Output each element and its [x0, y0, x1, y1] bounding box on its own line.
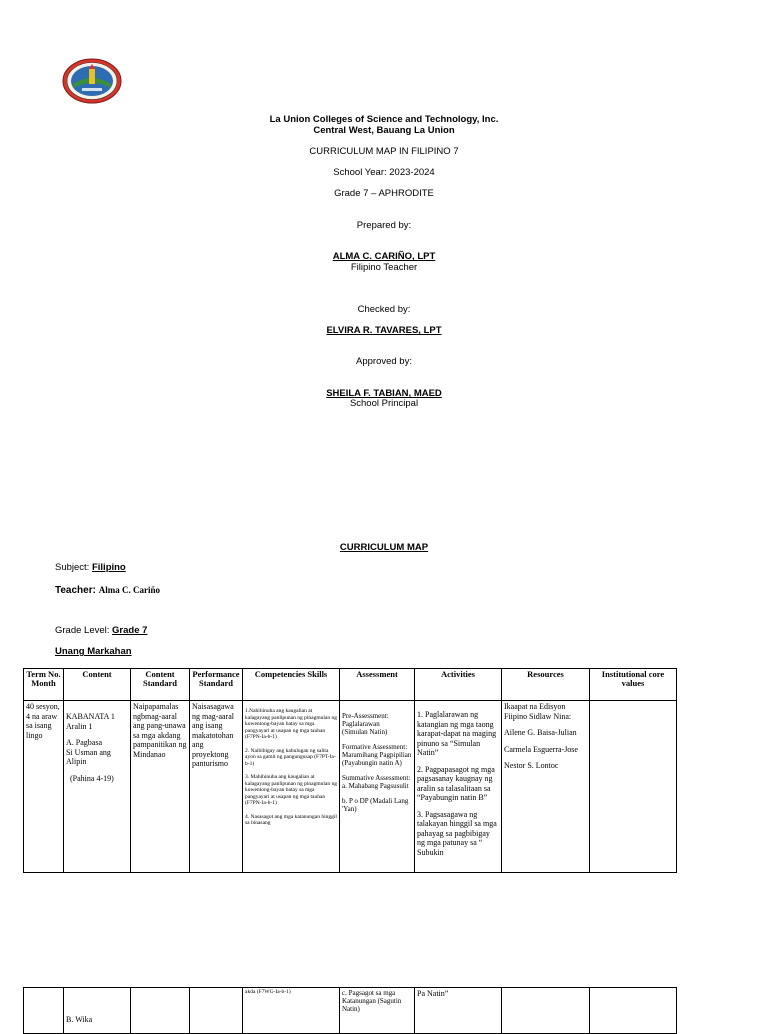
curriculum-map-table-continued [23, 987, 677, 1034]
approved-by-role: School Principal [349, 398, 419, 409]
cell-competencies: akda (F7WG-Ia-b-1) [243, 988, 340, 1034]
table-row [24, 701, 677, 873]
cell-content: KABANATA 1 Aralin 1 A. Pagbasa Si Usman ang Alipin (Pahina 4-19) [64, 701, 131, 873]
header-activities: Activities [415, 669, 502, 701]
checked-by-name: ELVIRA R. TAVARES, LPT [326, 325, 442, 336]
cell-content-standard [131, 988, 190, 1034]
institution-address: Central West, Bauang La Union [313, 125, 455, 136]
header-core-values: Institutional core values [590, 669, 677, 701]
institution-name: La Union Colleges of Science and Technology, Inc. [269, 114, 499, 125]
grade-section: Grade 7 – APHRODITE [334, 188, 434, 199]
cell-core-values [590, 701, 677, 873]
header-content: Content [64, 669, 131, 701]
prepared-by-name: ALMA C. CARIÑO, LPT [332, 251, 436, 262]
header-competencies: Competencies Skills [243, 669, 340, 701]
cell-activities: Pa Natin” [415, 988, 502, 1034]
grade-level-value: Grade 7 [112, 625, 148, 636]
curriculum-map-table [23, 668, 677, 873]
cell-resources [502, 988, 590, 1034]
section-title: CURRICULUM MAP [339, 542, 429, 553]
prepared-by-label: Prepared by: [356, 220, 412, 231]
cell-content-standard: Naipapamalas ngbmag-aaral ang pang-unawa sa mga akdang pampanitikan ng Mindanao [131, 701, 190, 873]
cell-term [24, 988, 64, 1034]
table-row [24, 988, 677, 1034]
header-performance-standard: Performance Standard [190, 669, 243, 701]
teacher-value: Alma C. Cariño [98, 585, 160, 595]
cell-competencies: 1.Nahihinuha ang kaugalian at kalagayang panlipunan ng pinagmulan ng kuwentong-bayan batay sa mga pangyayari at usapan ng mga tauhan (F7PN-Ia-b-1) 2. Naibibigay ang kahulugan ng salita ayon sa gamit ng pangungusap (F7PT-Ia-b-1) 3. Mahihinuha ang kaugalian at kalagayang panlipunan ng pinagmulan ng kuwentong-bayan batay sa mga pangyayari at usapan ng mga tauhan (F7PN-Ia-b-1) 4. Nasasagot ang mga katanungan hinggil sa binasang [243, 701, 340, 873]
header-content-standard: Content Standard [131, 669, 190, 701]
teacher-label: Teacher: [55, 585, 99, 596]
subject-line [55, 562, 126, 573]
checked-by-label: Checked by: [357, 304, 411, 315]
cell-performance-standard [190, 988, 243, 1034]
teacher-line [55, 585, 160, 596]
subject-label: Subject: [55, 562, 92, 573]
cell-assessment: Pre-Assessment: Paglalarawan (Simulan Natin) Formative Assessment: Maramihang Pagpipilian (Payabungin natin A) Summative Assessment: a. Mahabang Pagsusulit b. P o DP (Madali Lang 'Yan) [340, 701, 415, 873]
header-resources: Resources [502, 669, 590, 701]
cell-content: B. Wika [64, 988, 131, 1034]
approved-by-label: Approved by: [356, 356, 412, 367]
cell-performance-standard: Naisasagawa ng mag-aaral ang isang makatotohan ang proyektong panturismo [190, 701, 243, 873]
cell-assessment: c. Pagsagot sa mga Katanungan (Sagutin Natin) [340, 988, 415, 1034]
grade-level-line [55, 625, 147, 636]
grade-level-label: Grade Level: [55, 625, 113, 636]
quarter-title: Unang Markahan [55, 646, 132, 657]
cell-core-values [590, 988, 677, 1034]
cell-activities: 1. Paglalarawan ng katangian ng mga taong karapat-dapat na maging pinuno sa “Simulan Natin” 2. Pagpapasagot ng mga pagsasanay kaugnay ng aralin sa talasalitaan sa “Payabungin natin B” 3. Pagsasagawa ng talakayan hinggil sa mga pahayag sa pagbibigay ng mga patunay sa “ Subukin [415, 701, 502, 873]
approved-by-name: SHEILA F. TABIAN, MAED [326, 388, 442, 399]
subject-value: Filipino [91, 562, 126, 573]
school-seal-logo [62, 58, 122, 104]
document-title: CURRICULUM MAP IN FILIPINO 7 [309, 146, 459, 157]
cell-term: 40 sesyon, 4 na araw sa isang lingo [24, 701, 64, 873]
school-year: School Year: 2023-2024 [333, 167, 435, 178]
cell-resources: Ikaapat na Edisyon Fiipino Sidlaw Nina: Ailene G. Baisa-Julian Carmela Esguerra-Jose Nestor S. Lontoc [502, 701, 590, 873]
table-header-row [24, 669, 677, 701]
prepared-by-role: Filipino Teacher [350, 262, 418, 273]
header-assessment: Assessment [340, 669, 415, 701]
header-term: Term No. Month [24, 669, 64, 701]
